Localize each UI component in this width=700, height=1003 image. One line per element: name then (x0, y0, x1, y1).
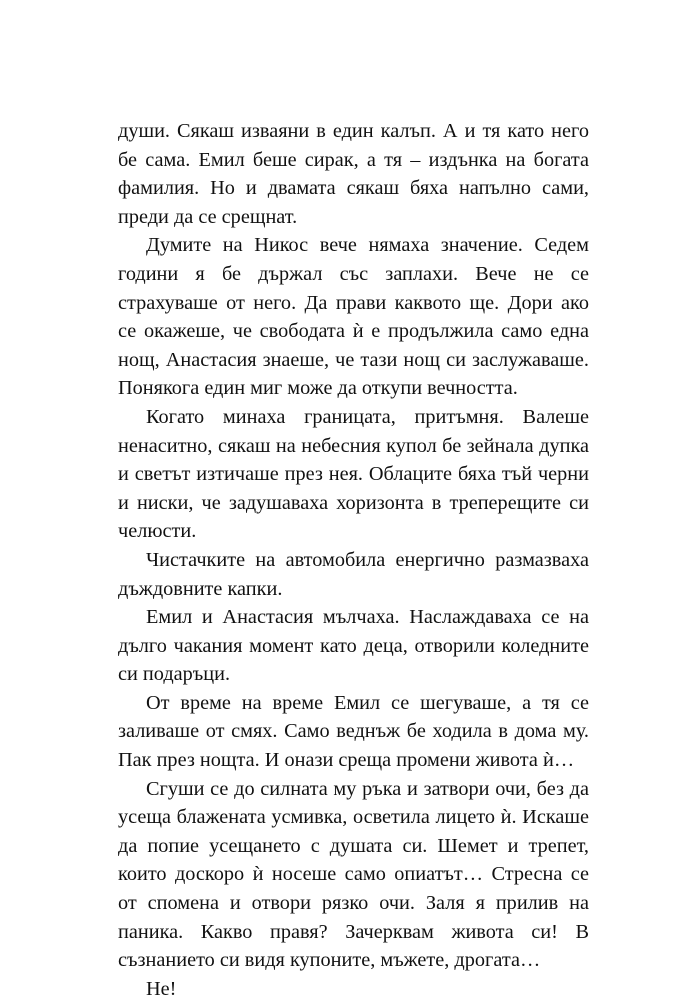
text-line: които доскоро ѝ носеше само опиатът… Стресна се (118, 863, 589, 886)
text-line: бе сама. Емил беше сирак, а тя – издънка на богата (118, 148, 589, 171)
text-line: си подаръци. (118, 663, 231, 686)
text-line: от спомена и отвори рязко очи. Заля я прилив на (118, 892, 589, 915)
body-text (118, 117, 589, 1003)
text-line: ненаситно, сякаш на небесния купол бе зейнала дупка (118, 434, 589, 457)
text-line: дълго чакания момент като деца, отворили коледните (118, 634, 589, 657)
text-line: и светът изтичаше през нея. Облаците бяха тъй черни (118, 463, 589, 486)
text-line: съзнанието си видя купоните, мъжете, дрогата… (118, 949, 541, 972)
text-line: души. Сякаш изваяни в един калъп. А и тя като него (118, 120, 589, 142)
text-line: Пак през нощта. И онази среща промени живота ѝ… (118, 749, 575, 772)
text-line: Чистачките на автомобила енергично размазваха (146, 548, 589, 571)
text-line: заливаше от смях. Само веднъж бе ходила в дома му. (118, 720, 589, 743)
text-line: страхуваше от него. Да прави каквото ще. Дори ако (118, 291, 589, 314)
text-line: преди да се срещнат. (118, 205, 298, 228)
text-line: и ниски, че задушаваха хоризонта в треперещите си (118, 491, 589, 514)
text-line: години я бе държал със заплахи. Вече не се (118, 262, 589, 285)
text-line: челюсти. (118, 520, 197, 543)
text-line: да попие усещането с душата си. Шемет и трепет, (118, 834, 589, 857)
text-line: фамилия. Но и двамата сякаш бяха напълно сами, (118, 177, 589, 200)
text-line: Емил и Анастасия мълчаха. Наслаждаваха се на (146, 606, 589, 629)
text-line: Не! (146, 977, 177, 1000)
text-line: усеща блажената усмивка, осветила лицето ѝ. Искаше (118, 806, 589, 829)
text-line: дъждовните капки. (118, 577, 283, 600)
text-line: Понякога един миг може да откупи вечността. (118, 377, 518, 400)
text-line: паника. Какво правя? Зачерквам живота си! В (118, 920, 589, 943)
text-line: Когато минаха границата, притъмня. Валеше (146, 405, 589, 428)
text-line: Думите на Никос вече нямаха значение. Седем (146, 234, 589, 257)
text-line: От време на време Емил се шегуваше, а тя се (146, 691, 589, 714)
text-line: нощ, Анастасия знаеше, че тази нощ си заслужаваше. (118, 348, 589, 371)
text-line: се окажеше, че свободата ѝ е продължила само една (118, 320, 589, 343)
text-line: Сгуши се до силната му ръка и затвори очи, без да (146, 777, 589, 800)
